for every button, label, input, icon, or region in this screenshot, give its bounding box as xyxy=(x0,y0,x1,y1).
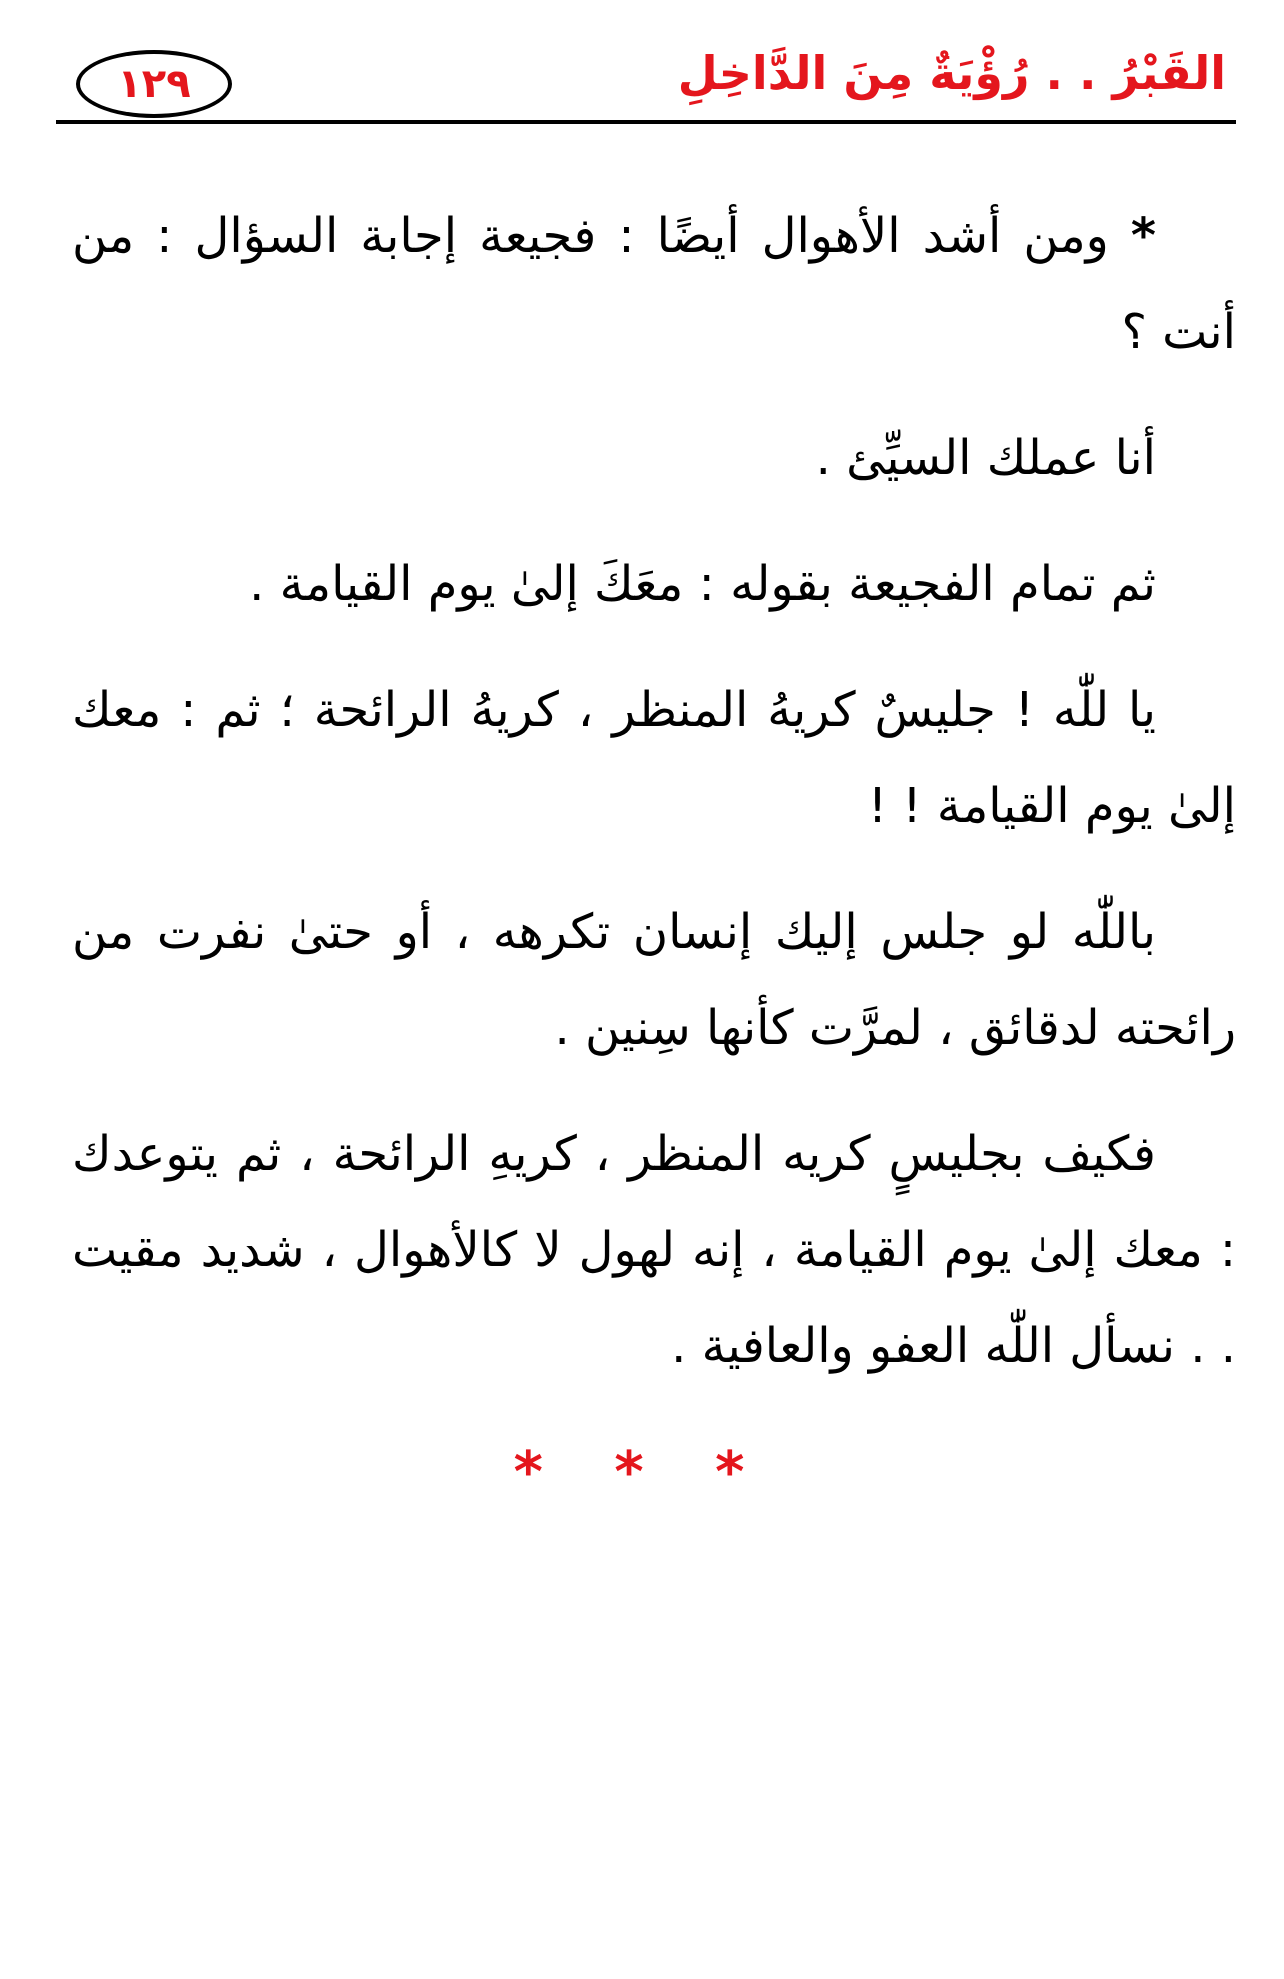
paragraph-3: ثم تمام الفجيعة بقوله : معَكَ إلىٰ يوم القيامة . xyxy=(249,556,1156,612)
page-number: ١٢٩ xyxy=(76,50,232,118)
paragraph-6: فكيف بجليسٍ كريه المنظر ، كريهِ الرائحة ، ثم يتوعدك : معك إلىٰ يوم القيامة ، إنه لهول لا كالأهوال ، شديد مقيت . . نسأل اللّٰه العفو والعافية . xyxy=(72,1126,1236,1374)
body-text xyxy=(72,188,1236,1424)
running-title: القَبْرُ . . رُؤْيَةٌ مِنَ الدَّاخِلِ xyxy=(677,46,1226,100)
header-rule xyxy=(56,120,1236,124)
paragraph-2: أنا عملك السيِّئ . xyxy=(815,430,1156,486)
bullet-asterisk-icon: * xyxy=(1130,208,1156,264)
paragraph-4: يا للّٰه ! جليسٌ كريهُ المنظر ، كريهُ الرائحة ؛ ثم : معك إلىٰ يوم القيامة ! ! xyxy=(72,682,1236,834)
paragraph-1 xyxy=(72,188,1236,380)
paragraph-1-text: ومن أشد الأهوال أيضًا : فجيعة إجابة السؤال : من أنت ؟ xyxy=(72,208,1236,360)
paragraph-5: باللّٰه لو جلس إليك إنسان تكرهه ، أو حتىٰ نفرت من رائحته لدقائق ، لمرَّت كأنها سِنين . xyxy=(72,904,1236,1056)
page-header xyxy=(56,40,1236,128)
section-divider: * * * xyxy=(513,1440,771,1505)
